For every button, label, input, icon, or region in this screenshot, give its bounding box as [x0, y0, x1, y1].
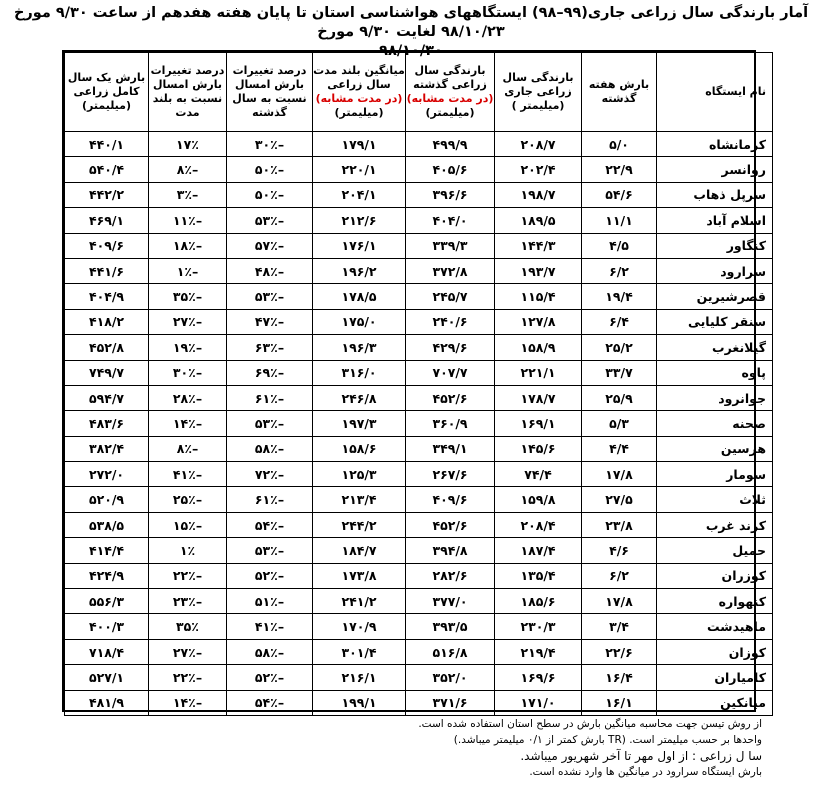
- change-vs-previous: –۷۲٪: [227, 462, 313, 487]
- station-name: سومار: [657, 462, 773, 487]
- table-row: [65, 360, 773, 385]
- rainfall-table: [64, 52, 773, 716]
- current-rainfall: ۱۲۷/۸: [495, 309, 582, 334]
- full-year-rainfall: ۵۲۰/۹: [65, 487, 149, 512]
- station-name: گیلانغرب: [657, 335, 773, 360]
- station-name: کنهواره: [657, 589, 773, 614]
- change-vs-average: ۳۵٪: [149, 614, 227, 639]
- header-text-highlight: (در مدت مشابه): [315, 92, 403, 105]
- average-rainfall: ۲۰۴/۱: [313, 182, 406, 207]
- previous-rainfall: ۲۴۵/۷: [406, 284, 495, 309]
- station-name: حمیل: [657, 538, 773, 563]
- change-vs-average: –۴۱٪: [149, 462, 227, 487]
- previous-rainfall: ۳۷۷/۰: [406, 589, 495, 614]
- full-year-rainfall: ۴۴۲/۲: [65, 182, 149, 207]
- table-row: [65, 132, 773, 157]
- full-year-rainfall: ۴۵۲/۸: [65, 335, 149, 360]
- table-row: [65, 538, 773, 563]
- current-rainfall: ۱۴۵/۶: [495, 436, 582, 461]
- full-year-rainfall: ۳۸۲/۴: [65, 436, 149, 461]
- full-year-rainfall: ۴۰۴/۹: [65, 284, 149, 309]
- current-rainfall: ۱۳۵/۴: [495, 563, 582, 588]
- header-text-highlight: (در مدت مشابه): [406, 92, 494, 105]
- table-row: [65, 512, 773, 537]
- change-vs-average: –۲۳٪: [149, 589, 227, 614]
- average-rainfall: ۱۷۹/۱: [313, 132, 406, 157]
- current-rainfall: ۱۴۴/۳: [495, 233, 582, 258]
- previous-rainfall: ۴۹۹/۹: [406, 132, 495, 157]
- full-year-rainfall: ۵۴۰/۴: [65, 157, 149, 182]
- current-rainfall: ۱۸۵/۶: [495, 589, 582, 614]
- week-rainfall: ۱۱/۱: [582, 208, 657, 233]
- header-text: نسبت به سال: [232, 92, 307, 105]
- change-vs-previous: –۵۸٪: [227, 436, 313, 461]
- table-row: [65, 309, 773, 334]
- current-rainfall: ۱۶۹/۱: [495, 411, 582, 436]
- current-rainfall: ۱۸۷/۴: [495, 538, 582, 563]
- change-vs-average: –۱٪: [149, 258, 227, 283]
- station-name: سنقر کلیایی: [657, 309, 773, 334]
- full-year-rainfall: ۷۴۹/۷: [65, 360, 149, 385]
- change-vs-previous: –۵۱٪: [227, 589, 313, 614]
- station-name: اسلام آباد: [657, 208, 773, 233]
- current-rainfall: ۲۰۸/۷: [495, 132, 582, 157]
- average-rainfall: ۲۱۲/۶: [313, 208, 406, 233]
- week-rainfall: ۱۶/۱: [582, 690, 657, 715]
- header-full-year-total: [65, 53, 149, 132]
- average-rainfall: ۲۱۶/۱: [313, 665, 406, 690]
- table-row: [65, 208, 773, 233]
- station-name: صحنه: [657, 411, 773, 436]
- table-row: [65, 258, 773, 283]
- change-vs-previous: –۵۰٪: [227, 182, 313, 207]
- current-rainfall: ۱۷۸/۷: [495, 385, 582, 410]
- full-year-rainfall: ۵۳۸/۵: [65, 512, 149, 537]
- header-change-vs-average: [149, 53, 227, 132]
- full-year-rainfall: ۵۵۶/۳: [65, 589, 149, 614]
- previous-rainfall: ۳۵۲/۰: [406, 665, 495, 690]
- week-rainfall: ۱۷/۸: [582, 462, 657, 487]
- table-row: [65, 385, 773, 410]
- average-rainfall: ۱۹۹/۱: [313, 690, 406, 715]
- header-text: درصد تغییرات: [150, 64, 225, 77]
- table-row: [65, 589, 773, 614]
- previous-rainfall: ۳۴۹/۱: [406, 436, 495, 461]
- previous-rainfall: ۳۳۹/۳: [406, 233, 495, 258]
- table-row: [65, 182, 773, 207]
- week-rainfall: ۴/۶: [582, 538, 657, 563]
- change-vs-average: –۱۹٪: [149, 335, 227, 360]
- station-name: سرپل ذهاب: [657, 182, 773, 207]
- average-rainfall: ۱۷۸/۵: [313, 284, 406, 309]
- footnote: واحدها بر حسب میلیمتر است. (TR بارش کمتر از ۰/۱ میلیمتر میباشد.): [453, 734, 762, 746]
- table-row: [65, 335, 773, 360]
- previous-rainfall: ۳۷۱/۶: [406, 690, 495, 715]
- header-text: درصد تغییرات: [232, 64, 307, 77]
- week-rainfall: ۳۳/۷: [582, 360, 657, 385]
- table-header-row: [65, 53, 773, 132]
- table-row: [65, 233, 773, 258]
- week-rainfall: ۴/۴: [582, 436, 657, 461]
- change-vs-previous: –۵۲٪: [227, 563, 313, 588]
- change-vs-previous: –۵۳٪: [227, 538, 313, 563]
- table-row: [65, 462, 773, 487]
- header-change-vs-previous: [227, 53, 313, 132]
- current-rainfall: ۱۸۹/۵: [495, 208, 582, 233]
- current-rainfall: ۲۲۱/۱: [495, 360, 582, 385]
- header-text: میانگین بلند مدت: [313, 64, 405, 77]
- change-vs-previous: –۶۱٪: [227, 487, 313, 512]
- station-name: کنگاور: [657, 233, 773, 258]
- current-rainfall: ۲۳۰/۳: [495, 614, 582, 639]
- full-year-rainfall: ۴۱۴/۴: [65, 538, 149, 563]
- station-name: سرارود: [657, 258, 773, 283]
- current-rainfall: ۱۵۹/۸: [495, 487, 582, 512]
- week-rainfall: ۴/۵: [582, 233, 657, 258]
- current-rainfall: ۲۰۲/۴: [495, 157, 582, 182]
- footnote: از روش تیسن جهت محاسبه میانگین بارش در سطح استان استفاده شده است.: [418, 718, 762, 730]
- header-text: بارش امسال: [152, 78, 223, 91]
- change-vs-previous: –۵۳٪: [227, 411, 313, 436]
- change-vs-previous: –۶۹٪: [227, 360, 313, 385]
- header-text: (میلیمتر ): [511, 99, 565, 112]
- header-text: نام ایستگاه: [705, 85, 766, 98]
- header-text: بارندگی سال: [502, 71, 574, 84]
- week-rainfall: ۶/۲: [582, 258, 657, 283]
- full-year-rainfall: ۵۲۷/۱: [65, 665, 149, 690]
- week-rainfall: ۲۷/۵: [582, 487, 657, 512]
- header-station-name: [657, 53, 773, 132]
- week-rainfall: ۵۴/۶: [582, 182, 657, 207]
- change-vs-previous: –۵۴٪: [227, 512, 313, 537]
- header-text: (میلیمتر): [425, 106, 475, 119]
- previous-rainfall: ۴۲۹/۶: [406, 335, 495, 360]
- change-vs-previous: –۴۱٪: [227, 614, 313, 639]
- change-vs-previous: –۵۸٪: [227, 639, 313, 664]
- header-text: بارش امسال: [234, 78, 305, 91]
- average-rainfall: ۱۷۵/۰: [313, 309, 406, 334]
- change-vs-previous: –۴۷٪: [227, 309, 313, 334]
- previous-rainfall: ۳۹۳/۵: [406, 614, 495, 639]
- previous-rainfall: ۵۱۶/۸: [406, 639, 495, 664]
- full-year-rainfall: ۴۸۱/۹: [65, 690, 149, 715]
- current-rainfall: ۱۹۸/۷: [495, 182, 582, 207]
- header-text: مدت: [175, 106, 200, 119]
- average-rainfall: ۱۸۴/۷: [313, 538, 406, 563]
- change-vs-average: –۱۵٪: [149, 512, 227, 537]
- change-vs-average: –۲۷٪: [149, 309, 227, 334]
- week-rainfall: ۶/۴: [582, 309, 657, 334]
- current-rainfall: ۲۱۹/۴: [495, 639, 582, 664]
- station-name: کرند غرب: [657, 512, 773, 537]
- station-name: هرسین: [657, 436, 773, 461]
- change-vs-previous: –۵۴٪: [227, 690, 313, 715]
- current-rainfall: ۱۷۱/۰: [495, 690, 582, 715]
- footnotes: [62, 716, 762, 780]
- station-name: کامیاران: [657, 665, 773, 690]
- week-rainfall: ۵/۰: [582, 132, 657, 157]
- table-body: [65, 132, 773, 716]
- full-year-rainfall: ۴۸۳/۶: [65, 411, 149, 436]
- full-year-rainfall: ۲۷۲/۰: [65, 462, 149, 487]
- week-rainfall: ۲۵/۲: [582, 335, 657, 360]
- station-name: پاوه: [657, 360, 773, 385]
- table-row: [65, 284, 773, 309]
- current-rainfall: ۲۰۸/۴: [495, 512, 582, 537]
- station-name: کرمانشاه: [657, 132, 773, 157]
- table-row: [65, 639, 773, 664]
- average-rainfall: ۲۴۱/۲: [313, 589, 406, 614]
- table-row: [65, 614, 773, 639]
- average-rainfall: ۱۷۳/۸: [313, 563, 406, 588]
- change-vs-average: –۳۰٪: [149, 360, 227, 385]
- previous-rainfall: ۲۴۰/۶: [406, 309, 495, 334]
- average-rainfall: ۱۹۶/۳: [313, 335, 406, 360]
- previous-rainfall: ۴۰۹/۶: [406, 487, 495, 512]
- full-year-rainfall: ۴۰۹/۶: [65, 233, 149, 258]
- change-vs-previous: –۵۷٪: [227, 233, 313, 258]
- full-year-rainfall: ۴۴۱/۶: [65, 258, 149, 283]
- table-row: [65, 487, 773, 512]
- current-rainfall: ۱۵۸/۹: [495, 335, 582, 360]
- week-rainfall: ۵/۳: [582, 411, 657, 436]
- average-rainfall: ۱۹۶/۲: [313, 258, 406, 283]
- average-rainfall: ۱۷۰/۹: [313, 614, 406, 639]
- previous-rainfall: ۳۷۲/۸: [406, 258, 495, 283]
- full-year-rainfall: ۴۴۰/۱: [65, 132, 149, 157]
- average-rainfall: ۱۵۸/۶: [313, 436, 406, 461]
- table-row: [65, 436, 773, 461]
- rainfall-table-container: [62, 50, 766, 712]
- previous-rainfall: ۲۸۲/۶: [406, 563, 495, 588]
- station-name: کوزران: [657, 563, 773, 588]
- header-last-week: [582, 53, 657, 132]
- change-vs-previous: –۴۸٪: [227, 258, 313, 283]
- station-name: جوانرود: [657, 385, 773, 410]
- average-rainfall: ۲۴۶/۸: [313, 385, 406, 410]
- header-current-year: [495, 53, 582, 132]
- report-title-line-2: ۹۸/۱۰/۳۰: [379, 43, 443, 59]
- week-rainfall: ۲۳/۸: [582, 512, 657, 537]
- previous-rainfall: ۳۶۰/۹: [406, 411, 495, 436]
- change-vs-average: –۳۵٪: [149, 284, 227, 309]
- full-year-rainfall: ۷۱۸/۴: [65, 639, 149, 664]
- change-vs-average: –۱۴٪: [149, 690, 227, 715]
- change-vs-previous: –۵۰٪: [227, 157, 313, 182]
- header-text: بارندگی سال: [414, 64, 486, 77]
- station-name: میانکین: [657, 690, 773, 715]
- table-row: [65, 665, 773, 690]
- full-year-rainfall: ۴۲۴/۹: [65, 563, 149, 588]
- change-vs-average: –۲۲٪: [149, 563, 227, 588]
- change-vs-average: –۱۴٪: [149, 411, 227, 436]
- header-previous-year: [406, 53, 495, 132]
- report-title-line-1: آمار بارندگی سال زراعی جاری(۹۹–۹۸) ایستگاههای هواشناسی استان تا پایان هفته هفدهم از ساعت ۹/۳۰ مورخ ۹۸/۱۰/۲۳ لغایت ۹/۳۰ مورخ: [13, 5, 809, 40]
- header-long-term-average: [313, 53, 406, 132]
- change-vs-previous: –۵۲٪: [227, 665, 313, 690]
- header-text: بارش یک سال: [67, 71, 146, 84]
- header-text: گذشته: [601, 92, 637, 105]
- average-rainfall: ۱۷۶/۱: [313, 233, 406, 258]
- change-vs-average: –۲۲٪: [149, 665, 227, 690]
- full-year-rainfall: ۴۶۹/۱: [65, 208, 149, 233]
- week-rainfall: ۱۶/۴: [582, 665, 657, 690]
- change-vs-previous: –۶۳٪: [227, 335, 313, 360]
- header-text: سال زراعی: [327, 78, 391, 91]
- footnote: بارش ایستگاه سرارود در میانگین ها وارد نشده است.: [529, 766, 762, 778]
- week-rainfall: ۲۲/۶: [582, 639, 657, 664]
- week-rainfall: ۲۲/۹: [582, 157, 657, 182]
- header-text: (میلیمتر): [334, 106, 384, 119]
- average-rainfall: ۲۲۰/۱: [313, 157, 406, 182]
- current-rainfall: ۱۱۵/۴: [495, 284, 582, 309]
- header-text: زراعی جاری: [504, 85, 572, 98]
- station-name: قصرشیرین: [657, 284, 773, 309]
- average-rainfall: ۱۲۵/۳: [313, 462, 406, 487]
- station-name: کوزان: [657, 639, 773, 664]
- table-row: [65, 690, 773, 715]
- change-vs-average: ۱۷٪: [149, 132, 227, 157]
- previous-rainfall: ۴۰۴/۰: [406, 208, 495, 233]
- average-rainfall: ۱۹۷/۳: [313, 411, 406, 436]
- header-text: (میلیمتر): [81, 99, 132, 112]
- change-vs-average: –۲۷٪: [149, 639, 227, 664]
- change-vs-average: –۳٪: [149, 182, 227, 207]
- average-rainfall: ۲۴۴/۲: [313, 512, 406, 537]
- full-year-rainfall: ۴۰۰/۳: [65, 614, 149, 639]
- full-year-rainfall: ۴۱۸/۲: [65, 309, 149, 334]
- week-rainfall: ۱۹/۴: [582, 284, 657, 309]
- change-vs-average: –۱۸٪: [149, 233, 227, 258]
- table-row: [65, 157, 773, 182]
- station-name: روانسر: [657, 157, 773, 182]
- full-year-rainfall: ۵۹۴/۷: [65, 385, 149, 410]
- change-vs-average: –۱۱٪: [149, 208, 227, 233]
- change-vs-previous: –۵۳٪: [227, 208, 313, 233]
- week-rainfall: ۱۷/۸: [582, 589, 657, 614]
- change-vs-average: –۲۵٪: [149, 487, 227, 512]
- header-text: بارش هفته: [588, 78, 650, 91]
- header-text: کامل زراعی: [73, 85, 140, 98]
- current-rainfall: ۱۶۹/۶: [495, 665, 582, 690]
- header-text: نسبت به بلند: [152, 92, 223, 105]
- previous-rainfall: ۴۵۲/۶: [406, 512, 495, 537]
- change-vs-previous: –۵۳٪: [227, 284, 313, 309]
- current-rainfall: ۷۴/۴: [495, 462, 582, 487]
- change-vs-average: –۲۸٪: [149, 385, 227, 410]
- footnote: سا ل زراعی : از اول مهر تا آخر شهریور میباشد.: [520, 749, 762, 763]
- change-vs-average: –۸٪: [149, 157, 227, 182]
- table-row: [65, 563, 773, 588]
- previous-rainfall: ۷۰۷/۷: [406, 360, 495, 385]
- station-name: ماهیدشت: [657, 614, 773, 639]
- previous-rainfall: ۴۵۲/۶: [406, 385, 495, 410]
- average-rainfall: ۳۱۶/۰: [313, 360, 406, 385]
- average-rainfall: ۲۱۳/۴: [313, 487, 406, 512]
- change-vs-previous: –۶۱٪: [227, 385, 313, 410]
- header-text: زراعی گذشته: [413, 78, 487, 91]
- change-vs-average: ۱٪: [149, 538, 227, 563]
- previous-rainfall: ۴۰۵/۶: [406, 157, 495, 182]
- table-row: [65, 411, 773, 436]
- current-rainfall: ۱۹۳/۷: [495, 258, 582, 283]
- previous-rainfall: ۲۶۷/۶: [406, 462, 495, 487]
- week-rainfall: ۶/۲: [582, 563, 657, 588]
- average-rainfall: ۳۰۱/۴: [313, 639, 406, 664]
- change-vs-previous: –۳۰٪: [227, 132, 313, 157]
- previous-rainfall: ۳۹۶/۶: [406, 182, 495, 207]
- week-rainfall: ۲۵/۹: [582, 385, 657, 410]
- week-rainfall: ۳/۴: [582, 614, 657, 639]
- previous-rainfall: ۳۹۴/۸: [406, 538, 495, 563]
- station-name: ثلاث: [657, 487, 773, 512]
- change-vs-average: –۸٪: [149, 436, 227, 461]
- header-text: گذشته: [252, 106, 287, 119]
